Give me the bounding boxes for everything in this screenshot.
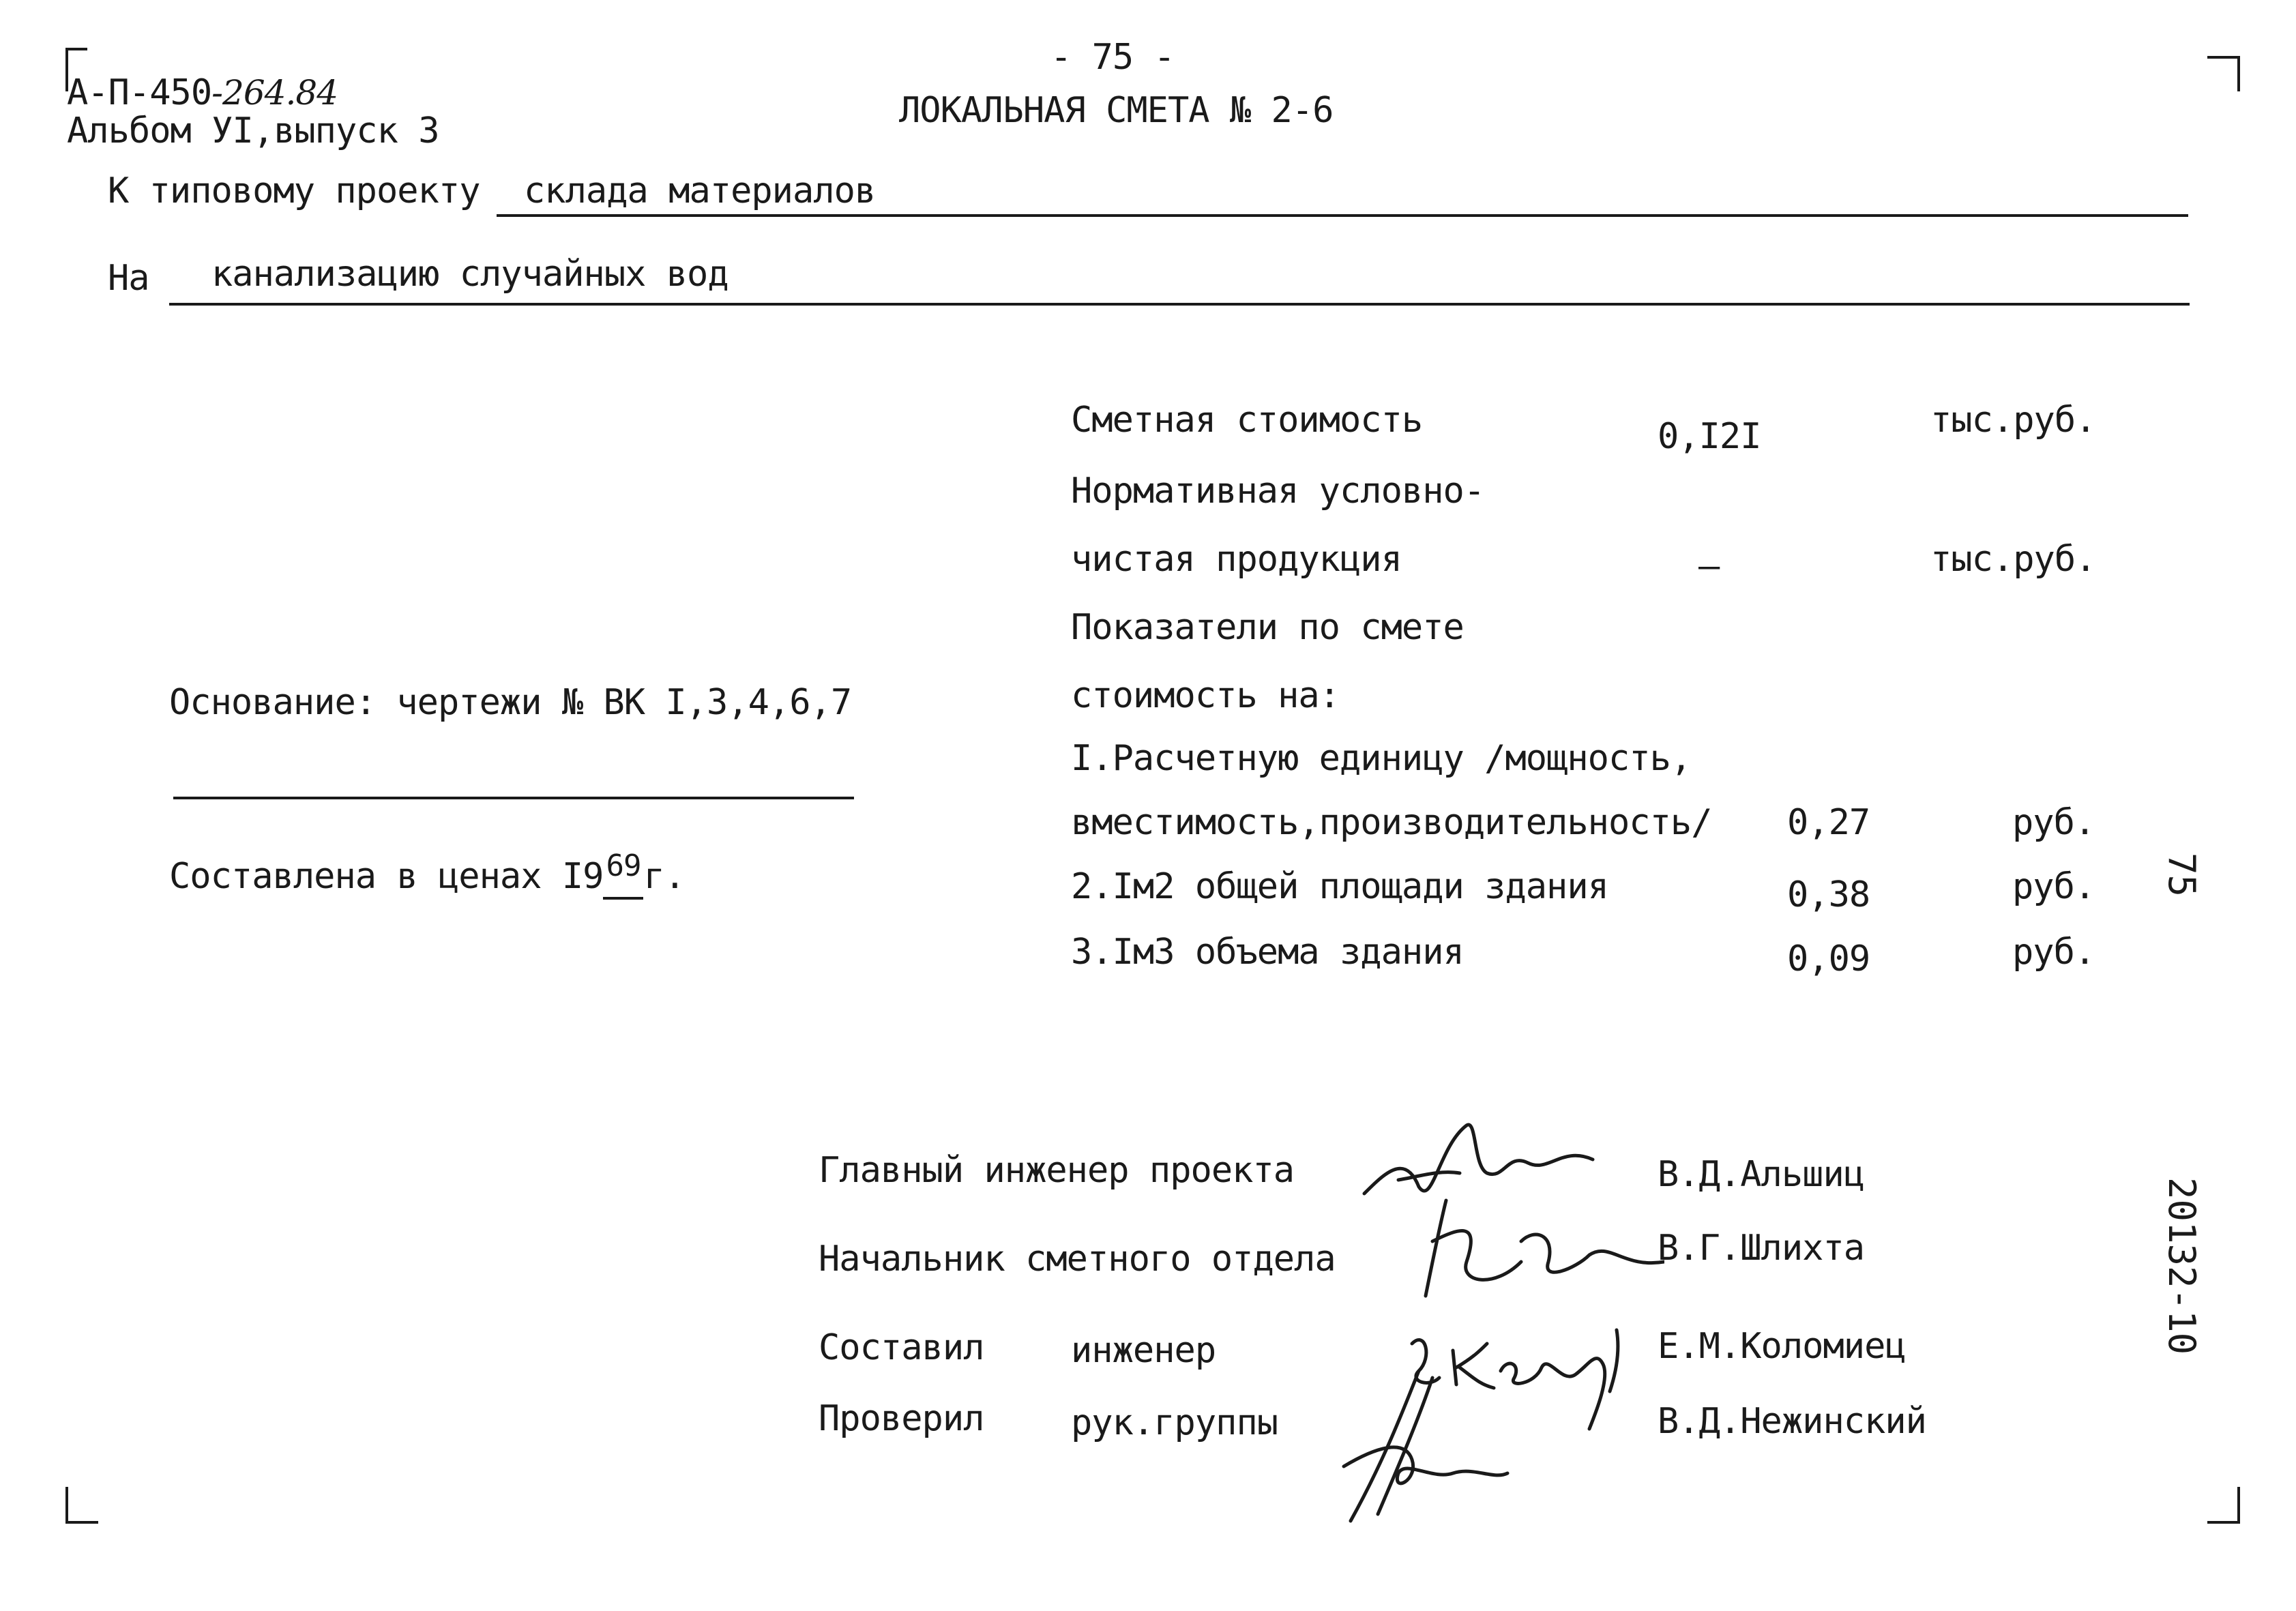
signature-name-checked: В.Д.Нежинский: [1658, 1401, 1926, 1442]
cost-label: Сметная стоимость: [1071, 400, 1423, 441]
normative-unit: тыс.руб.: [1930, 539, 2096, 580]
indicator-item-2-unit: руб.: [2012, 866, 2095, 907]
document-code-printed: А-П-450: [67, 72, 212, 113]
indicator-item-2-label: 2.Iм2 общей площади здания: [1071, 866, 1608, 907]
prices-year-value: 69: [606, 848, 641, 883]
prices-suffix: г.: [643, 856, 686, 897]
basis-drawings: Основание: чертежи № ВК I,3,4,6,7: [169, 682, 852, 723]
project-label: К типовому проекту: [108, 171, 480, 211]
document-code: [67, 72, 338, 113]
indicator-item-3-unit: руб.: [2012, 932, 2095, 973]
prices-prefix: Составлена в ценах I9: [169, 856, 604, 897]
basis-underline: [173, 797, 854, 799]
indicator-item-2-value: 0,38: [1787, 874, 1870, 915]
signature-role-checked: Проверил: [819, 1398, 984, 1439]
album-info: Альбом УI,выпуск 3: [67, 110, 439, 151]
indicator-item-1-unit: руб.: [2012, 802, 2095, 843]
indicator-item-3-value: 0,09: [1787, 938, 1870, 979]
normative-value: –: [1698, 546, 1720, 587]
project-underline: [497, 214, 2188, 217]
prices-year: [603, 848, 643, 900]
signature-scribble-estimate-head: [1405, 1187, 1664, 1303]
purpose-underline: [169, 303, 2190, 306]
indicator-item-1-label-1: I.Расчетную единицу /мощность,: [1071, 738, 1692, 779]
corner-mark-bottom-left: [65, 1487, 98, 1524]
page-title: ЛОКАЛЬНАЯ СМЕТА № 2-6: [899, 90, 1334, 131]
archive-number: 20132-10: [2160, 1177, 2203, 1355]
project-value: склада материалов: [524, 171, 876, 211]
signature-role-estimate-head: Начальник сметного отдела: [819, 1239, 1336, 1280]
indicator-item-3-label: 3.Iм3 объема здания: [1071, 932, 1464, 973]
signature-scribble-checked: [1337, 1364, 1514, 1528]
signature-position-checked: рук.группы: [1071, 1402, 1278, 1443]
corner-mark-top-right: [2207, 56, 2240, 91]
signature-name-chief-engineer: В.Д.Альшиц: [1658, 1154, 1865, 1195]
margin-page-mark: 75: [2160, 853, 2203, 898]
indicators-label-1: Показатели по смете: [1071, 607, 1464, 648]
indicator-item-1-label-2: вместимость,производительность/: [1071, 802, 1712, 843]
signature-position-compiled: инженер: [1071, 1330, 1216, 1371]
document-code-handwritten: -264.84: [211, 73, 338, 113]
signature-role-compiled: Составил: [819, 1327, 984, 1368]
signature-role-chief-engineer: Главный инженер проекта: [819, 1150, 1295, 1191]
purpose-value: канализацию случайных вод: [211, 254, 728, 295]
cost-value: 0,I2I: [1658, 416, 1761, 457]
signature-name-estimate-head: В.Г.Шлихта: [1658, 1228, 1865, 1269]
corner-mark-bottom-right: [2207, 1487, 2240, 1524]
normative-label-2: чистая продукция: [1071, 539, 1402, 580]
normative-label-1: Нормативная условно-: [1071, 471, 1485, 512]
cost-unit: тыс.руб.: [1930, 400, 2096, 441]
signature-name-compiled: Е.М.Коломиец: [1658, 1326, 1906, 1367]
prices-year-line: [169, 848, 685, 897]
indicators-label-2: стоимость на:: [1071, 675, 1340, 716]
indicator-item-1-value: 0,27: [1787, 802, 1870, 843]
page-number: - 75 -: [1050, 37, 1175, 78]
purpose-label: На: [108, 258, 149, 299]
